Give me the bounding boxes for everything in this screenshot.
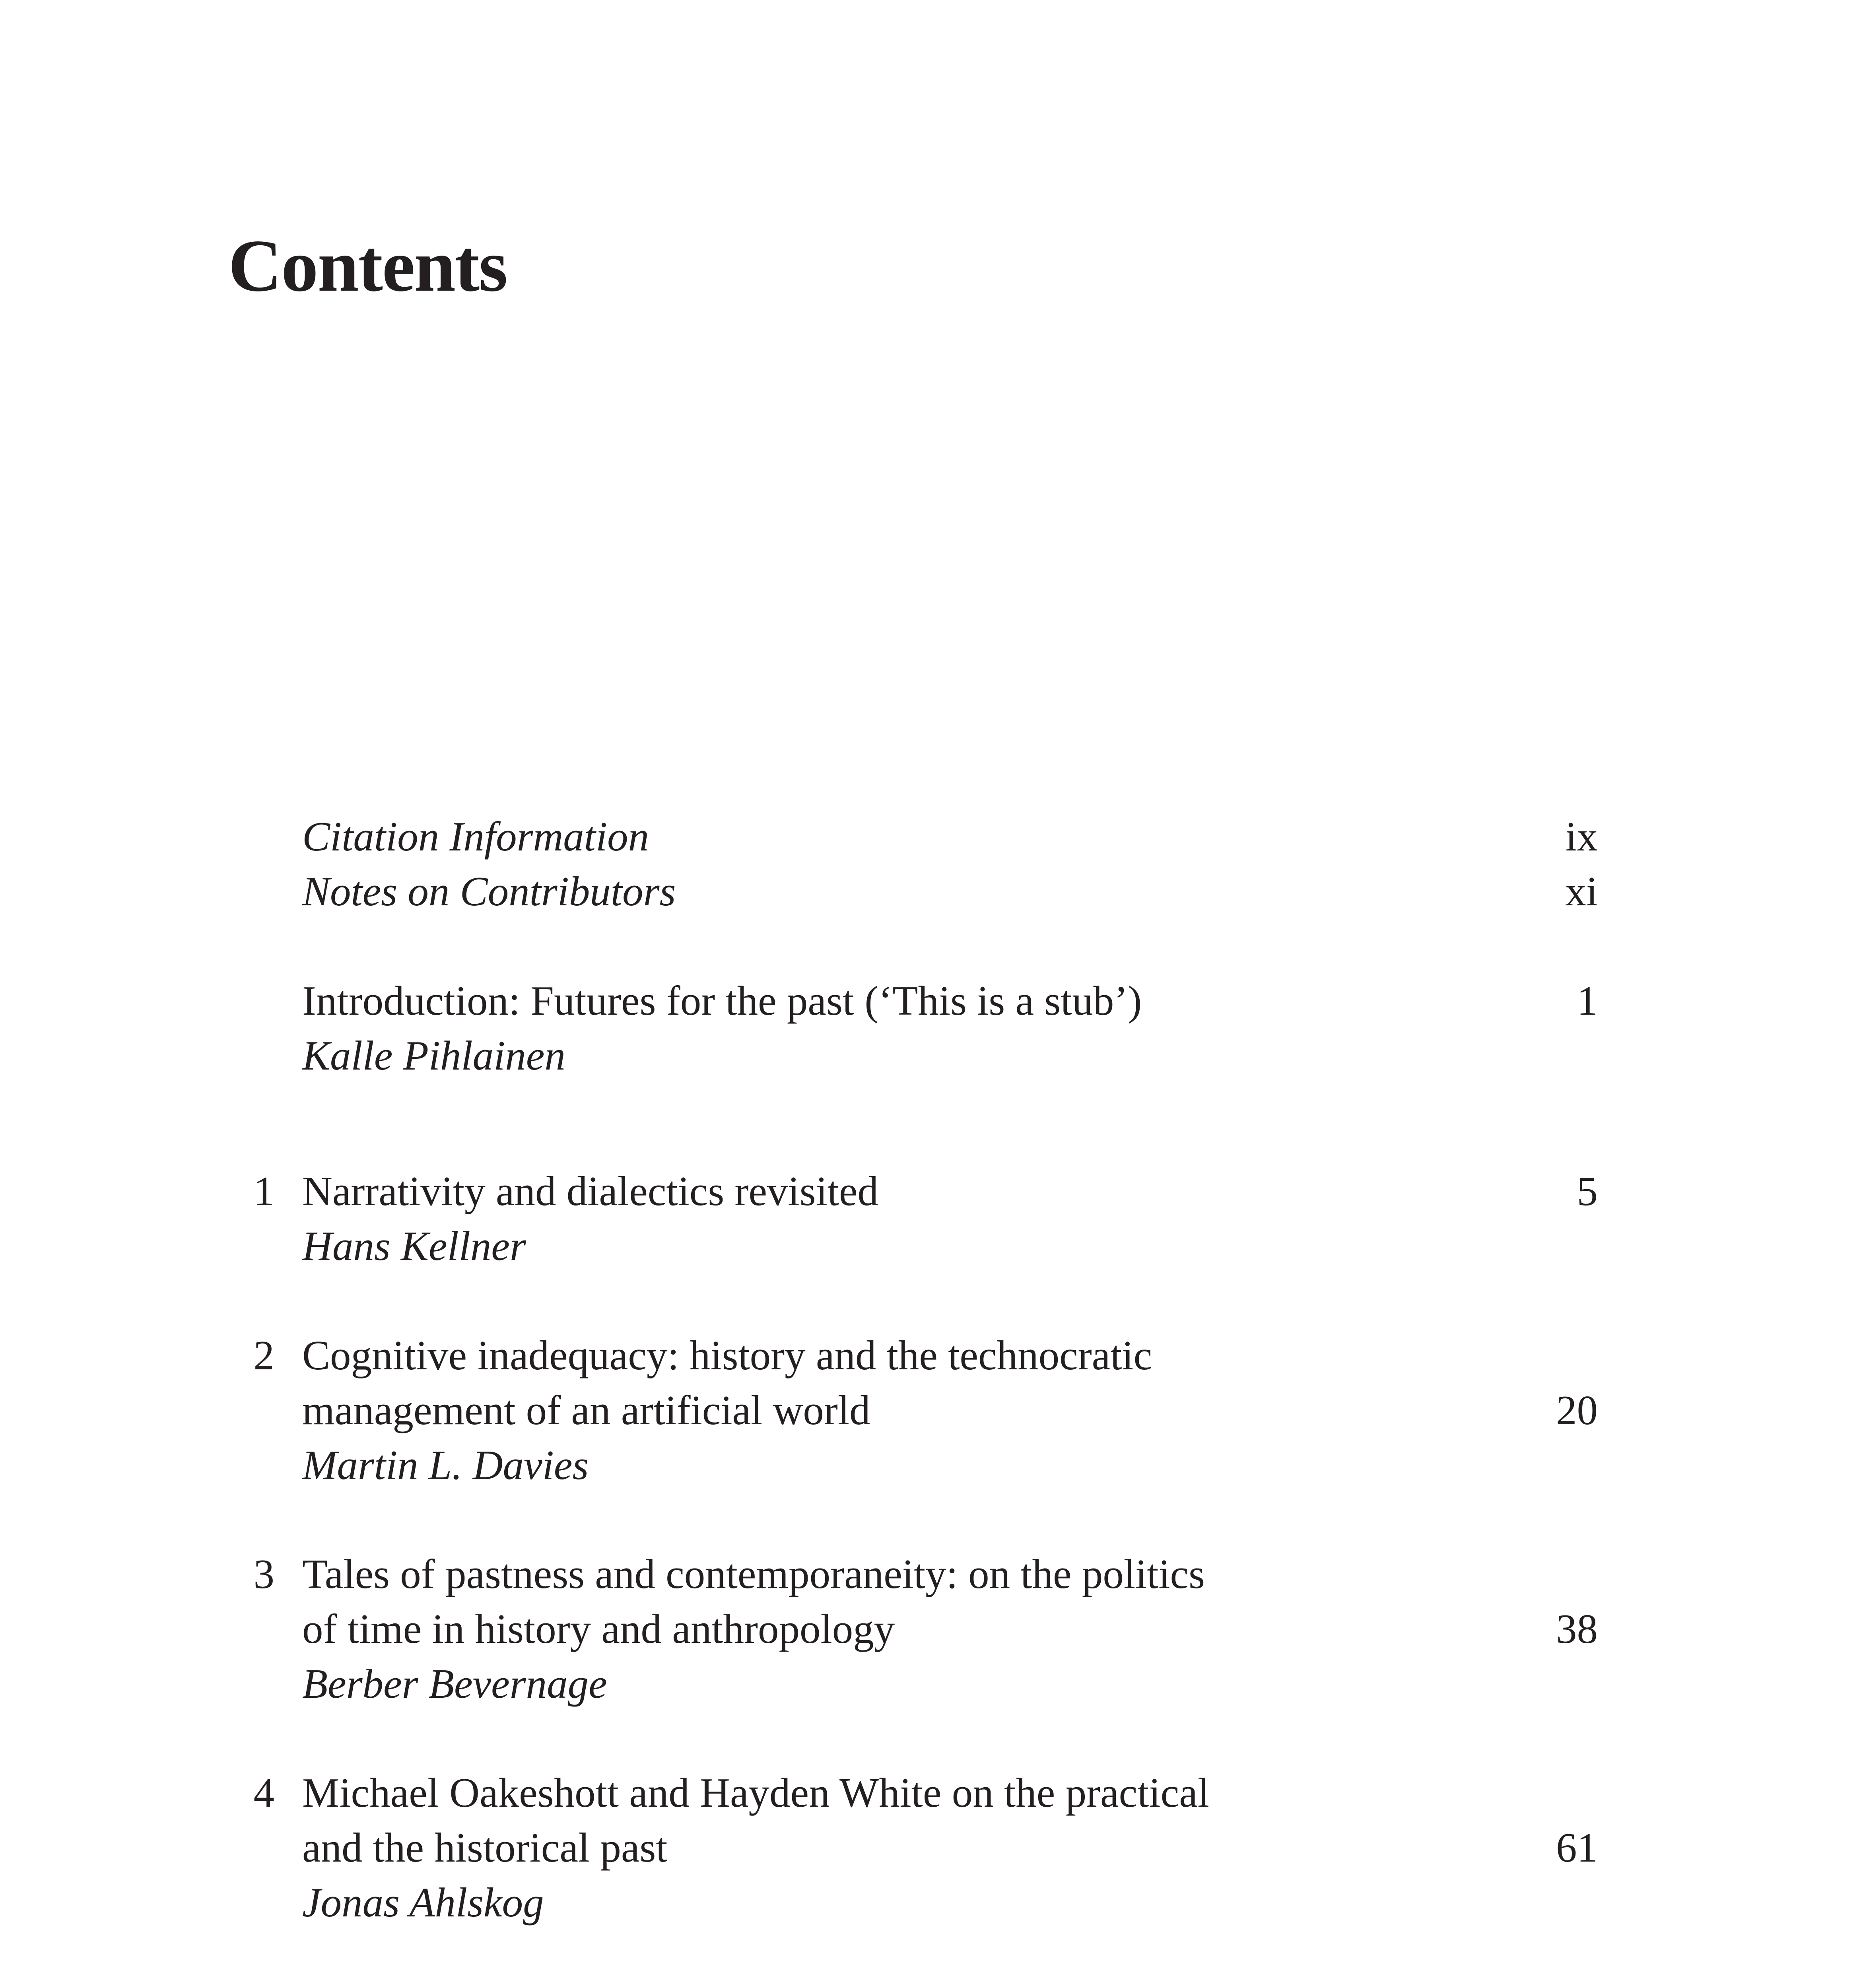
entry-title-line xyxy=(302,1984,1495,1988)
entry-title-line: Michael Oakeshott and Hayden White on the practical xyxy=(302,1769,1209,1816)
chapter-number: 4 xyxy=(253,1769,274,1816)
entry-title-line: and the historical past xyxy=(302,1824,668,1871)
entry-author: Hans Kellner xyxy=(302,1223,526,1269)
entry-author: Berber Bevernage xyxy=(302,1660,607,1707)
entry-title-line: of time in history and anthropology xyxy=(302,1606,895,1652)
chapter-number xyxy=(223,1984,274,1988)
entry-title-line: management of an artificial world xyxy=(302,1387,870,1433)
entry-title: Citation Information xyxy=(302,813,649,860)
entry-author: Kalle Pihlainen xyxy=(302,1032,565,1079)
entry-author: Martin L. Davies xyxy=(302,1442,589,1488)
entry-page-number: 61 xyxy=(1556,1824,1598,1871)
entry-page-number: 20 xyxy=(1556,1387,1598,1433)
chapter-number: 2 xyxy=(253,1332,274,1378)
entry-author: Jonas Ahlskog xyxy=(302,1879,544,1926)
entry-title: Notes on Contributors xyxy=(302,868,676,914)
page-title: Contents xyxy=(228,225,507,307)
entry-title-line: Narrativity and dialectics revisited xyxy=(302,1168,879,1214)
entry-page-number: 1 xyxy=(1577,977,1598,1024)
entry-page-number: xi xyxy=(1565,868,1598,914)
entry-page-number: 5 xyxy=(1577,1168,1598,1214)
entry-title-line: Cognitive inadequacy: history and the technocratic xyxy=(302,1332,1152,1378)
entry-page-number: ix xyxy=(1565,813,1598,860)
entry-page-number: 38 xyxy=(1556,1606,1598,1652)
chapter-number: 3 xyxy=(253,1551,274,1597)
entry-title: Introduction: Futures for the past (‘This is a stub’) xyxy=(302,977,1142,1024)
entry-title-line: Tales of pastness and contemporaneity: on the politics xyxy=(302,1551,1205,1597)
chapter-number: 1 xyxy=(253,1168,274,1214)
